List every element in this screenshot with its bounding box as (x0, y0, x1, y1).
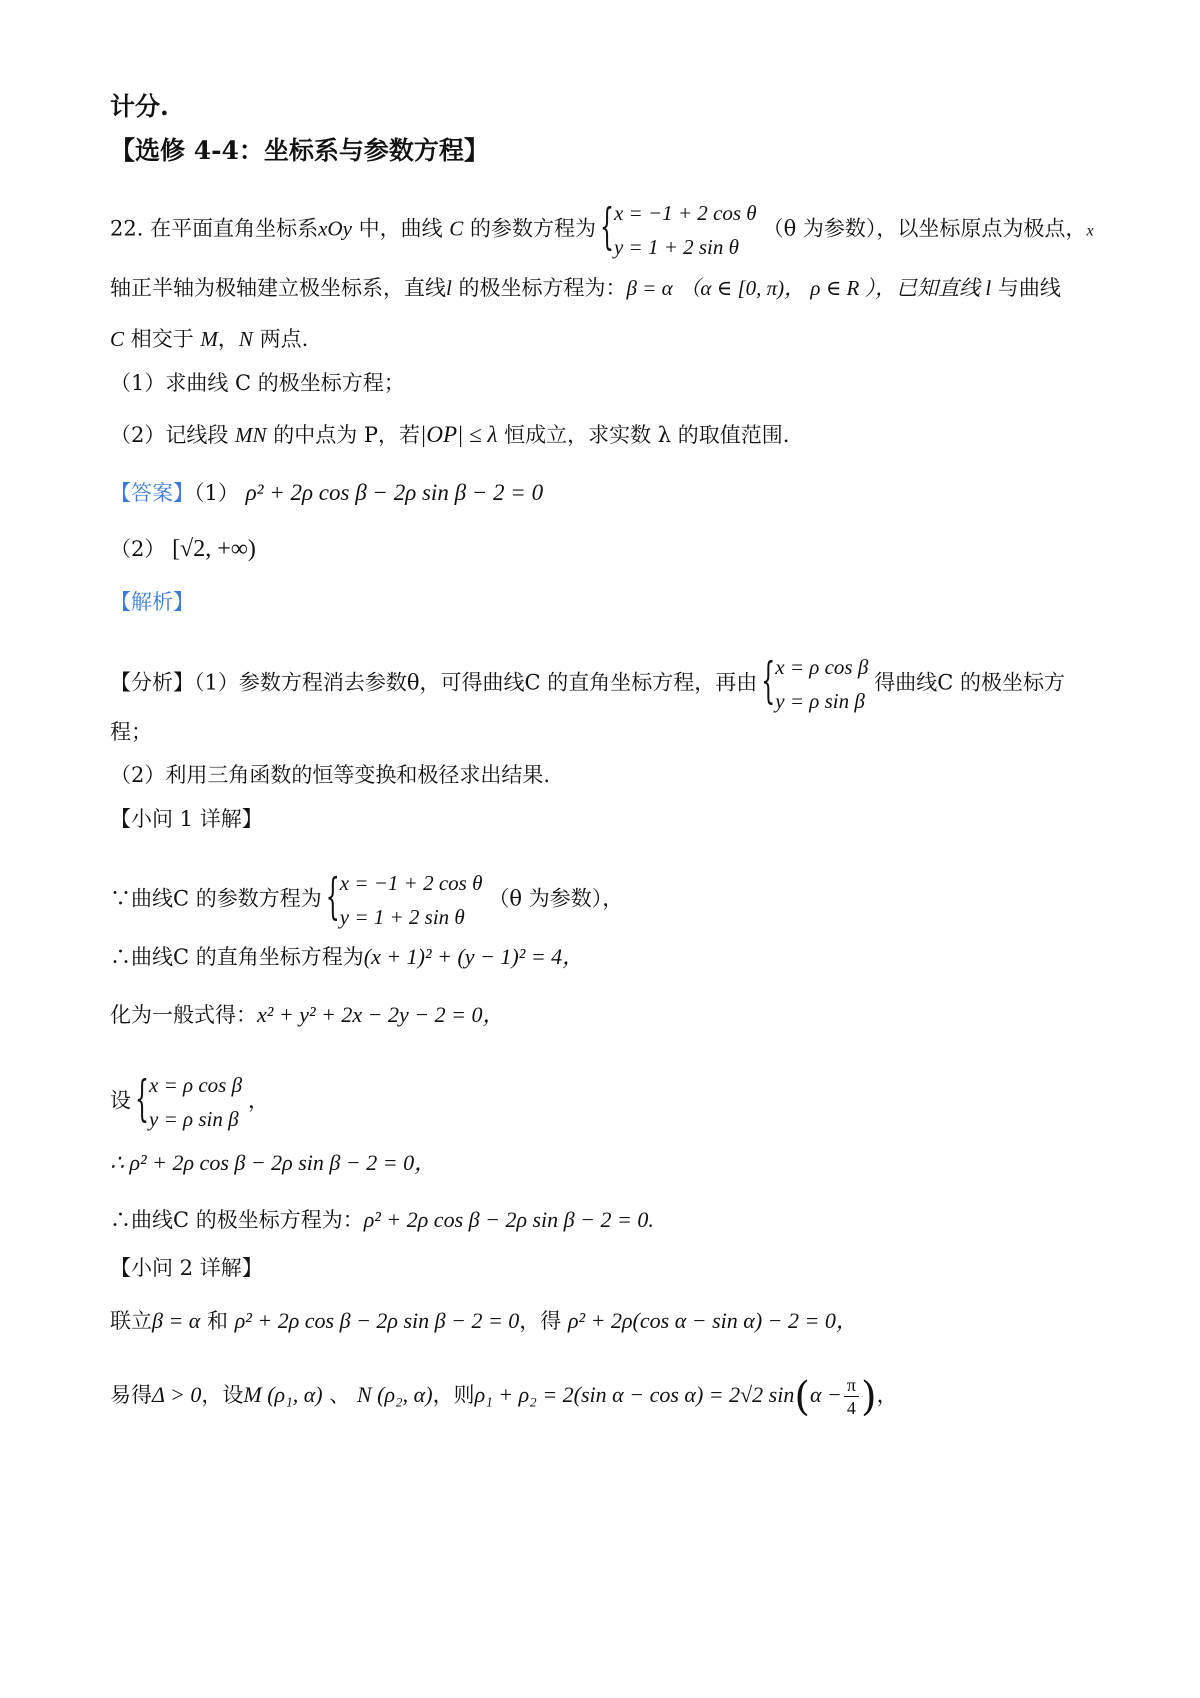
analysis-text: （1）参数方程消去参数θ，可得曲线C 的直角坐标方程，再由 (194, 670, 758, 695)
cartesian-equation: (x + 1)² + (y − 1)² = 4， (363, 944, 585, 969)
brace-icon: { (135, 1073, 149, 1129)
answer-prefix: （1） (194, 481, 239, 505)
solution-line-4 (110, 1068, 269, 1136)
analysis-label: 【解析】 (110, 590, 194, 614)
curve-symbol: C (449, 216, 464, 241)
problem-text: （θ 为参数），以坐标原点为极点， (762, 216, 1087, 241)
question-1: （1）求曲线 C 的极坐标方程； (110, 371, 405, 395)
analysis-line-2: 程； (110, 720, 152, 744)
answer-line-2 (110, 534, 256, 564)
solution-text: ，得 (519, 1309, 568, 1333)
xoy-symbol: xOy (318, 216, 352, 241)
polar-substitution-system (763, 650, 868, 718)
problem-number-text: 22. 在平面直角坐标系 (110, 216, 319, 241)
param-y-eq: y = 1 + 2 sin θ (613, 235, 739, 259)
header-tail: 计分. (110, 92, 169, 121)
parametric-system (325, 866, 483, 934)
solution-text: ，则 (432, 1383, 475, 1407)
analysis-line-1 (110, 650, 1065, 718)
solution-text: 联立 (110, 1309, 152, 1333)
problem-line-1 (110, 196, 1094, 264)
polar-equation: ρ² + 2ρ cos β − 2ρ sin β − 2 = 0. (363, 1207, 654, 1232)
solution-text: ∵曲线C 的参数方程为 (110, 886, 322, 911)
solution-text: 和 (200, 1309, 235, 1333)
solution-text: （θ 为参数）， (488, 886, 624, 911)
question-2 (110, 420, 789, 450)
alpha-minus: α − (809, 1382, 842, 1407)
problem-text: 的参数方程为 (463, 216, 596, 241)
segment-mn: MN (235, 423, 267, 447)
quadratic-in-rho: ρ² + 2ρ(cos α − sin α) − 2 = 0， (567, 1308, 858, 1333)
problem-text: （2）记线段 (110, 423, 236, 447)
brace-icon: { (599, 201, 614, 257)
line-condition: （α ∈ [0, π)， ρ ∈ R ），已知直线 (679, 276, 986, 300)
solution-text: ， (876, 1383, 898, 1407)
polar-equation: ρ² + 2ρ cos β − 2ρ sin β − 2 = 0 (234, 1308, 520, 1333)
problem-text: 的极坐标方程为： (451, 276, 627, 300)
problem-text: 两点. (252, 327, 309, 351)
solution-text: 、 (322, 1383, 357, 1407)
sys-x-eq: x = ρ cos β (149, 1073, 243, 1097)
op-inequality: |OP| ≤ λ (420, 422, 498, 447)
solution-text: ∴曲线C 的直角坐标方程为 (110, 945, 364, 969)
analysis-text: 得曲线C 的极坐标方 (874, 670, 1066, 695)
answer-1: ρ² + 2ρ cos β − 2ρ sin β − 2 = 0 (245, 480, 544, 505)
pi-over-4 (844, 1374, 859, 1419)
solution-text: 设 (110, 1088, 131, 1113)
frac-denominator: 4 (846, 1398, 856, 1418)
x-symbol: x (1086, 222, 1094, 240)
line-symbol: l (985, 276, 992, 300)
close-paren-icon: ) (860, 1373, 877, 1420)
brace-icon: { (761, 655, 776, 711)
open-paren-icon: ( (794, 1373, 810, 1420)
brace-icon: { (325, 871, 340, 927)
sys-x-eq: x = ρ cos β (775, 655, 869, 679)
point-m-polar: M (ρ₁, α) (243, 1382, 323, 1407)
point-n-polar: N (ρ₂, α) (356, 1382, 433, 1407)
solution-text: 易得 (110, 1383, 152, 1407)
solution-line-6 (110, 1205, 654, 1235)
sys-y-eq: y = ρ sin β (149, 1107, 239, 1131)
solution-text: ∴曲线C 的极坐标方程为： (110, 1208, 364, 1232)
param-x-eq: x = −1 + 2 cos θ (339, 871, 483, 895)
problem-text: 的中点为 P，若 (266, 423, 421, 447)
problem-text: 中，曲线 (351, 216, 450, 241)
sub-question-1-label: 【小问 1 详解】 (110, 807, 263, 831)
sys-y-eq: y = ρ sin β (775, 689, 865, 713)
solution-line-3 (110, 1000, 504, 1030)
problem-text: 恒成立，求实数 λ 的取值范围. (497, 423, 790, 447)
problem-text: 轴正半轴为极轴建立极坐标系，直线 (110, 276, 446, 300)
discriminant: Δ > 0 (152, 1382, 202, 1407)
solution-text: 化为一般式得： (110, 1003, 257, 1027)
general-equation: x² + y² + 2x − 2y − 2 = 0， (257, 1002, 505, 1027)
answer-prefix: （2） (110, 537, 166, 561)
problem-line-3 (110, 324, 308, 354)
curve-symbol: C (110, 327, 125, 351)
section-title: 【选修 4-4：坐标系与参数方程】 (110, 136, 489, 165)
point-m: M (200, 327, 218, 351)
solution-line-1 (110, 866, 623, 934)
analysis-sub-label: 【分析】 (110, 670, 194, 695)
line-symbol: l (446, 276, 452, 300)
parametric-system (599, 196, 757, 264)
line-equation: β = α (626, 276, 673, 300)
answer-2: [√2, +∞) (172, 536, 256, 562)
solution-line-2 (110, 942, 584, 972)
problem-line-2 (110, 273, 1061, 303)
analysis-line-3: （2）利用三角函数的恒等变换和极径求出结果. (110, 763, 551, 787)
solution-2-line-1 (110, 1306, 858, 1336)
solution-line-5: ∴ ρ² + 2ρ cos β − 2ρ sin β − 2 = 0， (110, 1150, 437, 1175)
polar-substitution-system (137, 1068, 242, 1136)
solution-text: ， (248, 1088, 270, 1113)
problem-text: 相交于 (124, 327, 201, 351)
frac-numerator: π (844, 1374, 859, 1397)
problem-text: 与曲线 (991, 276, 1061, 300)
answer-line-1 (110, 478, 543, 508)
problem-text: ， (217, 327, 239, 351)
answer-label: 【答案】 (110, 481, 194, 505)
solution-text: ，设 (201, 1383, 244, 1407)
sub-question-2-label: 【小问 2 详解】 (110, 1256, 263, 1280)
param-y-eq: y = 1 + 2 sin θ (339, 905, 465, 929)
solution-2-line-2 (110, 1374, 898, 1419)
line-equation: β = α (152, 1308, 201, 1333)
point-n: N (238, 327, 253, 351)
rho-sum: ρ₁ + ρ₂ = 2(sin α − cos α) = 2√2 sin (474, 1382, 795, 1407)
param-x-eq: x = −1 + 2 cos θ (613, 201, 757, 225)
